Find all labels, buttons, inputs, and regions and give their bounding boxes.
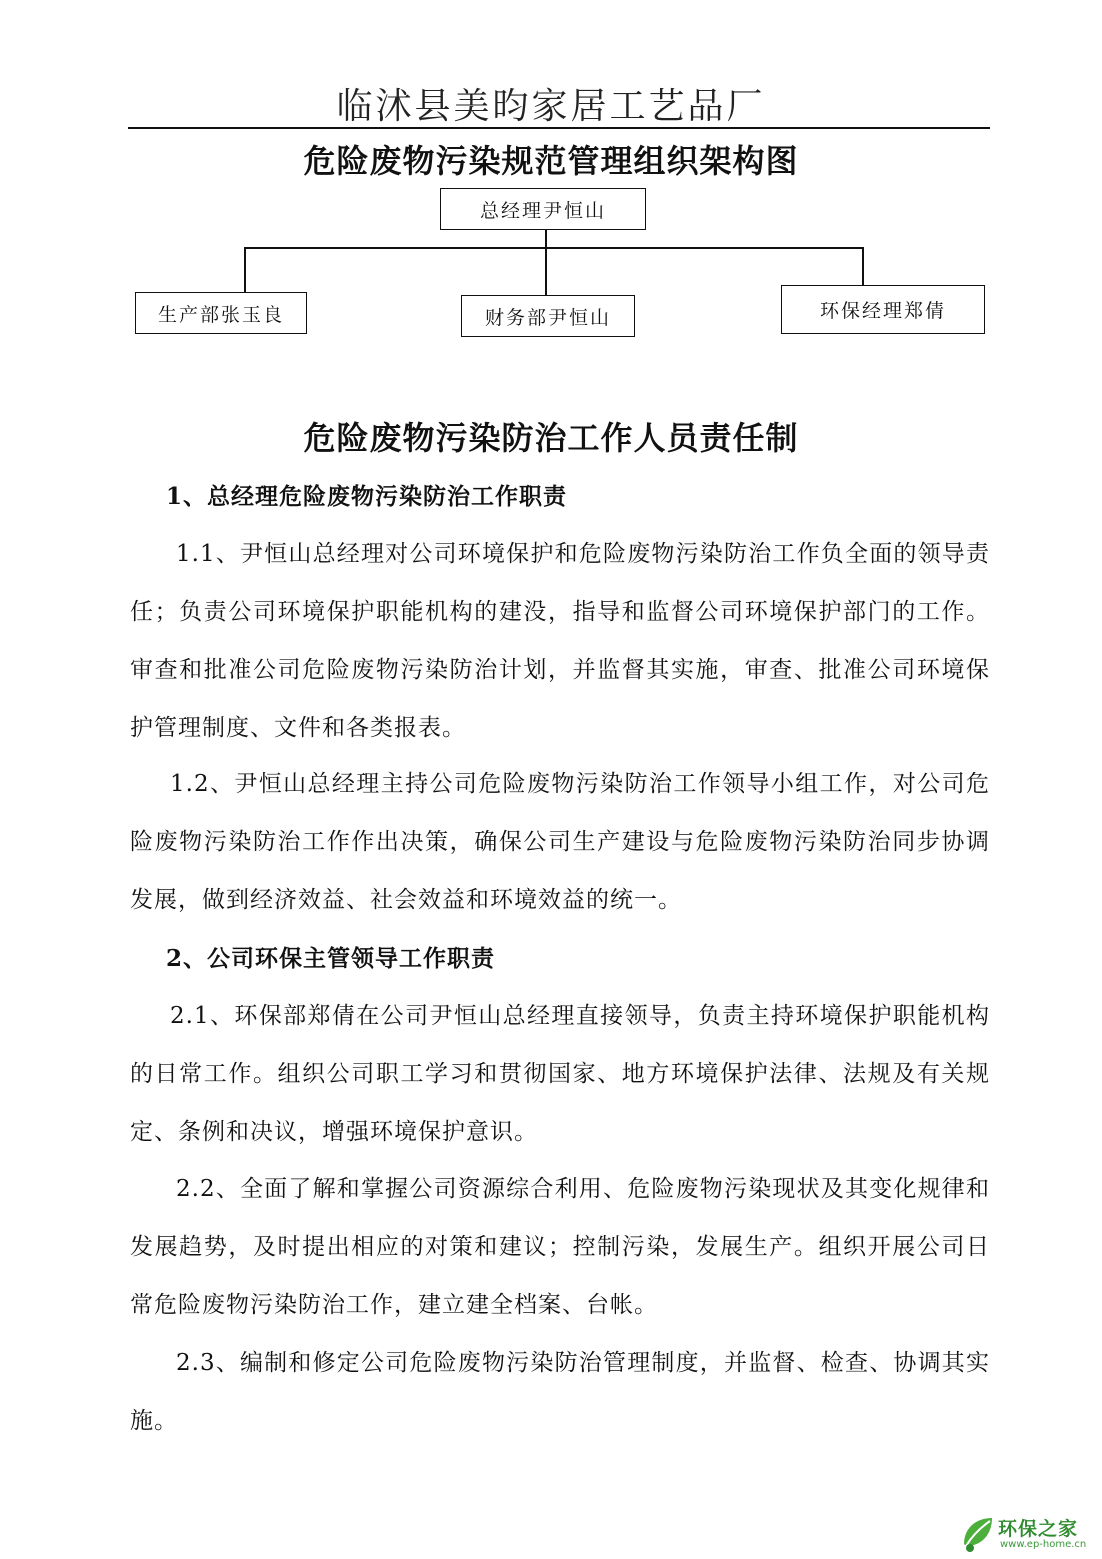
org-child-label: 生产部张玉良 — [157, 303, 284, 326]
org-child-box — [135, 292, 307, 334]
paragraph: 2.2、全面了解和掌握公司资源综合利用、危险废物污染现状及其变化规律和发展趋势，及时提出相应的对策和建议；控制污染，发展生产。组织开展公司日常危险废物污染防治工作，建立建全档案、台帐。 — [130, 1176, 990, 1318]
org-chart — [0, 0, 1102, 360]
org-root-box — [440, 188, 646, 230]
section-heading: 1、总经理危险废物污染防治工作职责 — [166, 483, 568, 510]
org-connector — [545, 229, 547, 295]
section-heading: 2、公司环保主管领导工作职责 — [166, 945, 496, 972]
org-child-label: 财务部尹恒山 — [484, 306, 611, 329]
company-name: 临沭县美昀家居工艺品厂 — [336, 86, 766, 127]
paragraph: 2.1、环保部郑倩在公司尹恒山总经理直接领导，负责主持环境保护职能机构的日常工作。组织公司职工学习和贯彻国家、地方环境保护法律、法规及有关规定、条例和决议，增强环境保护意识。 — [130, 1003, 990, 1145]
org-root-label: 总经理尹恒山 — [479, 199, 606, 222]
org-connector — [244, 247, 864, 249]
responsibility-title: 危险废物污染防治工作人员责任制 — [303, 419, 799, 457]
org-connector — [862, 247, 864, 285]
org-connector — [244, 247, 246, 292]
paragraph: 2.3、编制和修定公司危险废物污染防治管理制度，并监督、检查、协调其实施。 — [130, 1350, 990, 1434]
org-child-label: 环保经理郑倩 — [819, 300, 946, 322]
org-chart-title: 危险废物污染规范管理组织架构图 — [303, 142, 799, 180]
org-child-box — [461, 295, 635, 337]
paragraph: 1.2、尹恒山总经理主持公司危险废物污染防治工作领导小组工作，对公司危险废物污染防治工作作出决策，确保公司生产建设与危险废物污染防治同步协调发展，做到经济效益、社会效益和环境效益的统一。 — [130, 771, 990, 913]
watermark-logo — [960, 1512, 1100, 1556]
watermark-url: www.ep-home.cn — [1000, 1539, 1087, 1550]
leaf-icon — [960, 1514, 996, 1554]
watermark-name: 环保之家 — [998, 1518, 1079, 1540]
org-child-box — [781, 285, 985, 334]
paragraph: 1.1、尹恒山总经理对公司环境保护和危险废物污染防治工作负全面的领导责任；负责公司环境保护职能机构的建没，指导和监督公司环境保护部门的工作。审查和批准公司危险废物污染防治计划，并监督其实施，审查、批准公司环境保护管理制度、文件和各类报表。 — [130, 541, 990, 741]
